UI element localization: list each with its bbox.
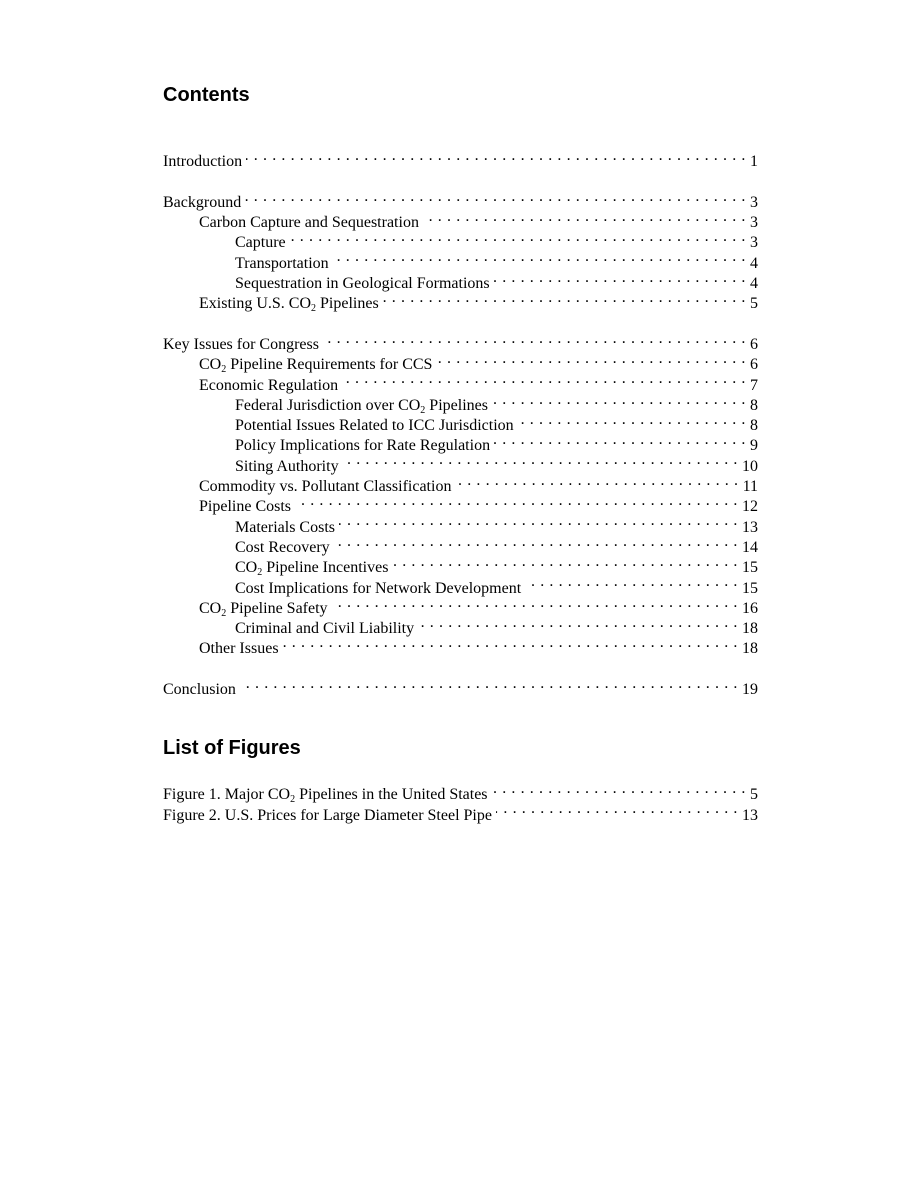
toc-entry-page-number: 6	[750, 335, 758, 353]
toc-entry-page-number: 1	[750, 153, 758, 171]
toc-entry-title-text: CO	[199, 599, 222, 617]
figure-entry-title	[163, 785, 488, 805]
dot-leader	[283, 633, 738, 653]
toc-entry-title	[163, 680, 236, 700]
toc-entry-title	[235, 396, 488, 416]
toc-entry-title-text: Background	[163, 193, 242, 211]
toc-entry-page-number: 11	[742, 478, 758, 496]
dot-leader	[496, 799, 738, 819]
toc-entry-title-text: Criminal and Civil Liability	[235, 620, 415, 638]
dot-leader	[332, 593, 738, 613]
toc-entry-subscript: 2	[420, 404, 426, 416]
toc-entry-title-text: Commodity vs. Pollutant Classification	[199, 478, 452, 496]
dot-leader	[492, 390, 746, 410]
toc-entry	[163, 207, 758, 232]
toc-entry-page-number: 3	[750, 214, 758, 232]
figure-entry-title	[163, 806, 492, 826]
dot-leader	[494, 430, 746, 450]
toc-entry-title-text-cont: Pipeline Safety	[226, 599, 328, 617]
figure-entry-page-number: 13	[742, 806, 758, 824]
toc-entry-title	[163, 152, 242, 172]
toc-entry-title	[199, 639, 279, 659]
figure-entry-page-number: 5	[750, 786, 758, 804]
toc-entry-title-text-cont: Pipeline Incentives	[262, 559, 389, 577]
toc-entry-subscript: 2	[311, 303, 317, 315]
toc-entry-title	[199, 376, 338, 396]
dot-leader	[343, 450, 738, 470]
figure-entry	[163, 779, 758, 806]
toc-entry-title-text-cont: Pipeline Requirements for CCS	[226, 356, 433, 374]
toc-entry-title-text: Cost Recovery	[235, 538, 330, 556]
dot-leader	[423, 207, 746, 227]
figure-entry-title-text: Figure 2. U.S. Prices for Large Diameter Steel Pipe	[163, 806, 492, 824]
toc-entry-page-number: 18	[742, 640, 758, 658]
toc-entry-page-number: 16	[742, 599, 758, 617]
toc-entry	[163, 329, 758, 353]
dot-leader	[455, 471, 738, 491]
toc-entry-title-text: Transportation	[235, 254, 329, 272]
dot-leader	[525, 572, 738, 592]
toc-entry-page-number: 10	[742, 457, 758, 475]
toc-entry-title-text: Cost Implications for Network Development	[235, 579, 522, 597]
toc-entry-title	[163, 193, 241, 213]
dot-leader	[436, 349, 746, 369]
dot-leader	[392, 552, 738, 572]
dot-leader	[290, 227, 746, 247]
toc-entry-page-number: 8	[750, 417, 758, 435]
dot-leader	[518, 410, 746, 430]
toc-entry-page-number: 6	[750, 356, 758, 374]
toc-entry-title	[235, 254, 329, 274]
dot-leader	[333, 247, 746, 267]
dot-leader	[246, 146, 746, 166]
toc-entry-title-text: Sequestration in Geological Formations	[235, 275, 490, 293]
toc-entry-page-number: 13	[742, 518, 758, 536]
toc-entry-title-text: CO	[235, 559, 258, 577]
dot-leader	[339, 511, 738, 531]
dot-leader	[240, 674, 738, 694]
toc-entry-title-text: Capture	[235, 234, 286, 252]
toc-entry	[163, 674, 758, 699]
toc-entry-page-number: 19	[742, 681, 758, 699]
toc-entry-subscript: 2	[221, 607, 227, 619]
toc-entry-title-text-cont: Pipelines	[425, 396, 488, 414]
toc-entry-page-number: 9	[750, 437, 758, 455]
dot-leader	[383, 288, 746, 308]
toc-entry-title	[235, 518, 335, 538]
toc-entry-page-number: 3	[750, 193, 758, 211]
toc-entry-page-number: 18	[742, 620, 758, 638]
toc-entry-page-number: 3	[750, 234, 758, 252]
toc-entry-title-text: Materials Costs	[235, 518, 335, 536]
toc-entry-page-number: 8	[750, 396, 758, 414]
dot-leader	[295, 491, 738, 511]
list-of-figures	[163, 779, 758, 824]
toc-entry-title	[235, 558, 388, 578]
list-of-figures-heading: List of Figures	[163, 737, 301, 759]
toc-entry-page-number: 15	[742, 579, 758, 597]
toc-entry-title-text-cont: Pipelines	[316, 295, 379, 313]
toc-entry-page-number: 15	[742, 559, 758, 577]
dot-leader	[492, 779, 746, 799]
toc-entry-title-text: Federal Jurisdiction over CO	[235, 396, 421, 414]
toc-entry-title-text: Existing U.S. CO	[199, 295, 312, 313]
figure-entry-title-text-cont: Pipelines in the United States	[295, 786, 488, 804]
toc-entry-page-number: 4	[750, 254, 758, 272]
figure-entry-subscript: 2	[290, 794, 296, 806]
toc-entry-title	[235, 457, 339, 477]
dot-leader	[342, 369, 746, 389]
toc-entry-title-text: Potential Issues Related to ICC Jurisdiction	[235, 417, 514, 435]
toc-entry-page-number: 14	[742, 538, 758, 556]
dot-leader	[245, 187, 746, 207]
dot-leader	[323, 329, 746, 349]
toc-entry-title-text: Economic Regulation	[199, 376, 339, 394]
toc-entry-title-text: Key Issues for Congress	[163, 335, 319, 353]
toc-entry-title-text: Policy Implications for Rate Regulation	[235, 437, 491, 455]
toc-entry-title	[235, 233, 286, 253]
dot-leader	[334, 532, 738, 552]
figure-entry-title-text: Figure 1. Major CO	[163, 786, 291, 804]
toc-entry-subscript: 2	[257, 567, 263, 579]
dot-leader	[494, 268, 746, 288]
toc-entry-title	[199, 599, 328, 619]
toc-entry-page-number: 12	[742, 498, 758, 516]
toc-entry-title-text: Carbon Capture and Sequestration	[199, 214, 419, 232]
toc-entry-title	[235, 538, 330, 558]
toc-entry-title	[163, 335, 319, 355]
toc-entry-page-number: 5	[750, 295, 758, 313]
toc-entry	[163, 187, 758, 211]
toc-entry-page-number: 7	[750, 376, 758, 394]
toc-entry-title-text: Introduction	[163, 153, 243, 171]
toc-entry-title-text: Pipeline Costs	[199, 498, 292, 516]
toc-entry-page-number: 4	[750, 275, 758, 293]
table-of-contents	[163, 146, 758, 699]
toc-entry-title-text: Other Issues	[199, 640, 279, 658]
toc-entry	[163, 146, 758, 171]
toc-entry-title	[199, 294, 379, 314]
dot-leader	[418, 613, 738, 633]
toc-entry-title-text: Conclusion	[163, 681, 236, 699]
toc-entry-title	[199, 497, 291, 517]
contents-heading: Contents	[163, 84, 250, 106]
toc-entry-title-text: CO	[199, 356, 222, 374]
toc-entry-title-text: Siting Authority	[235, 457, 339, 475]
toc-entry-title	[235, 416, 514, 436]
toc-entry-subscript: 2	[221, 364, 227, 376]
